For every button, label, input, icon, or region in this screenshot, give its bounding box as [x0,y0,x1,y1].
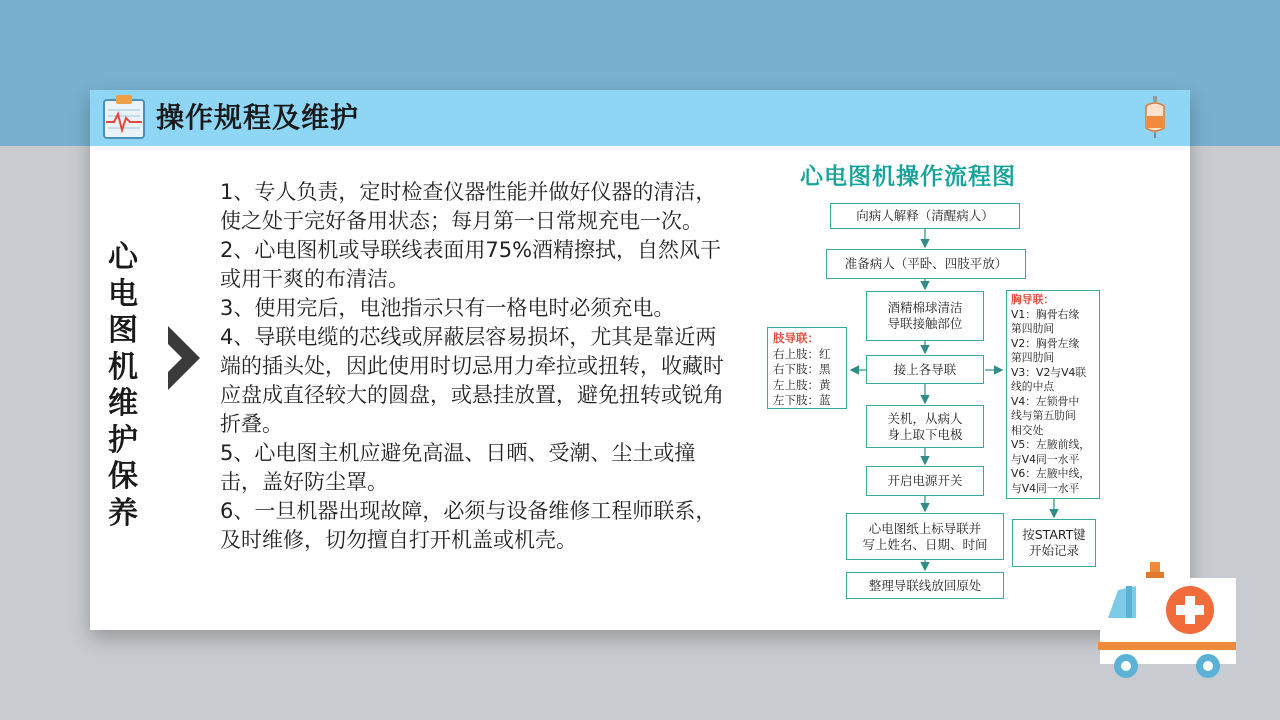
flow-step-clean: 酒精棉球清洁 导联接触部位 [866,291,984,341]
page-title: 操作规程及维护 [156,101,360,134]
limb-leads-box [767,327,847,409]
chest-lead-item: 与V4同一水平 [1011,481,1080,495]
limb-lead-item: 左上肢：黄 [773,377,831,392]
chest-lead-item: V6：左腋中线， [1011,467,1091,480]
limb-lead-item: 右下肢：黑 [773,362,831,377]
chest-lead-item: V5：左腋前线， [1011,438,1091,451]
flowchart-title: 心电图机操作流程图 [800,164,1016,190]
flow-step-power-on: 开启电源开关 [866,466,984,496]
chest-leads-title: 胸导联： [1011,293,1055,306]
rule-item: 1、专人负责，定时检查仪器性能并做好仪器的清洁，使之处于完好备用状态；每月第一日常规充电一次。 [220,180,717,233]
chest-lead-item: 线的中点 [1011,380,1055,393]
chest-lead-item: 第四肋间 [1011,322,1055,335]
chest-lead-item: 第四肋间 [1011,351,1055,364]
flow-step-prepare: 准备病人（平卧、四肢平放） [826,249,1026,279]
rule-item: 4、导联电缆的芯线或屏蔽层容易损坏，尤其是靠近两端的插头处，因此使用时切忌用力牵拉或扭转，收藏时应盘成直径较大的圆盘，或悬挂放置，避免扭转或锐角折叠。 [220,325,724,436]
rule-item: 3、使用完后，电池指示只有一格电时必须充电。 [220,296,675,320]
vertical-section-title: 心电图机维护保养 [108,240,138,531]
limb-leads-title: 肢导联： [773,331,819,345]
chest-lead-item: V2：胸骨左缘 [1011,336,1080,350]
chest-lead-item: 相交处 [1011,423,1044,437]
flow-step-tidy: 整理导联线放回原处 [846,572,1004,599]
flow-step-start-record: 按START键 开始记录 [1012,519,1096,567]
chest-lead-item: V4：左锁骨中 [1011,394,1080,408]
rule-item: 2、心电图机或导联线表面用75%酒精擦拭，自然风干或用干爽的布清洁。 [220,238,722,291]
chest-lead-item: 线与第五肋间 [1011,409,1076,422]
chest-leads-box [1006,290,1100,499]
rule-item: 5、心电图主机应避免高温、日晒、受潮、尘土或撞击，盖好防尘罩。 [220,441,696,494]
flow-step-shutdown: 关机，从病人 身上取下电极 [866,405,984,448]
chest-lead-item: V1：胸骨右缘 [1011,307,1080,321]
limb-lead-item: 左下肢：蓝 [773,393,831,408]
flow-step-connect-leads: 接上各导联 [866,355,984,384]
chest-lead-item: 与V4同一水平 [1011,452,1080,466]
chest-lead-item: V3：V2与V4联 [1011,365,1087,379]
limb-lead-item: 右上肢：红 [773,346,831,361]
rule-item: 6、一旦机器出现故障，必须与设备维修工程师联系，及时维修，切勿擅自打开机盖或机壳。 [220,499,717,552]
flow-step-explain: 向病人解释（清醒病人） [830,203,1020,229]
flow-step-label-paper: 心电图纸上标导联并 写上姓名、日期、时间 [846,513,1004,560]
ambulance-icon [1096,560,1236,685]
